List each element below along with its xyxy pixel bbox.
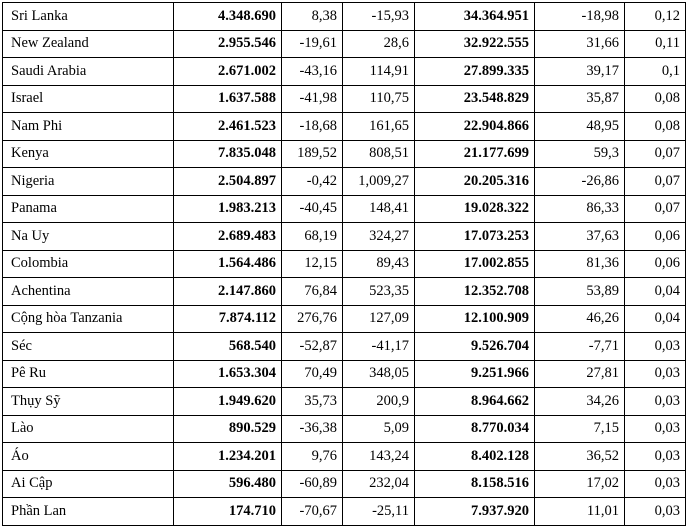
share-cell: 0,07 xyxy=(625,168,686,196)
change-3-cell: 35,87 xyxy=(535,85,625,113)
value-2-cell: 22.904.866 xyxy=(415,113,535,141)
change-3-cell: 39,17 xyxy=(535,58,625,86)
change-2-cell: -25,11 xyxy=(343,498,415,526)
table-row xyxy=(3,195,686,223)
table-row xyxy=(3,223,686,251)
table-row xyxy=(3,388,686,416)
change-3-cell: -18,98 xyxy=(535,3,625,31)
value-1-cell: 1.653.304 xyxy=(174,360,282,388)
change-2-cell: 5,09 xyxy=(343,415,415,443)
country-cell: Thụy Sỹ xyxy=(3,388,174,416)
share-cell: 0,08 xyxy=(625,85,686,113)
change-1-cell: -0,42 xyxy=(282,168,343,196)
change-2-cell: 523,35 xyxy=(343,278,415,306)
value-1-cell: 7.874.112 xyxy=(174,305,282,333)
share-cell: 0,03 xyxy=(625,443,686,471)
share-cell: 0,04 xyxy=(625,278,686,306)
table-row xyxy=(3,360,686,388)
value-1-cell: 2.671.002 xyxy=(174,58,282,86)
country-cell: Saudi Arabia xyxy=(3,58,174,86)
change-3-cell: 53,89 xyxy=(535,278,625,306)
change-1-cell: -60,89 xyxy=(282,470,343,498)
value-1-cell: 1.564.486 xyxy=(174,250,282,278)
country-cell: Ai Cập xyxy=(3,470,174,498)
value-2-cell: 20.205.316 xyxy=(415,168,535,196)
value-2-cell: 8.402.128 xyxy=(415,443,535,471)
value-1-cell: 4.348.690 xyxy=(174,3,282,31)
change-3-cell: 46,26 xyxy=(535,305,625,333)
change-2-cell: 148,41 xyxy=(343,195,415,223)
table-row xyxy=(3,333,686,361)
change-2-cell: 161,65 xyxy=(343,113,415,141)
share-cell: 0,03 xyxy=(625,498,686,526)
country-cell: Kenya xyxy=(3,140,174,168)
country-cell: Colombia xyxy=(3,250,174,278)
table-row xyxy=(3,250,686,278)
change-2-cell: 808,51 xyxy=(343,140,415,168)
table-row xyxy=(3,305,686,333)
share-cell: 0,03 xyxy=(625,415,686,443)
change-3-cell: 17,02 xyxy=(535,470,625,498)
country-cell: New Zealand xyxy=(3,30,174,58)
value-2-cell: 9.526.704 xyxy=(415,333,535,361)
change-3-cell: 11,01 xyxy=(535,498,625,526)
change-2-cell: 28,6 xyxy=(343,30,415,58)
value-2-cell: 17.073.253 xyxy=(415,223,535,251)
value-1-cell: 2.689.483 xyxy=(174,223,282,251)
value-1-cell: 7.835.048 xyxy=(174,140,282,168)
table-row xyxy=(3,85,686,113)
change-1-cell: 276,76 xyxy=(282,305,343,333)
change-2-cell: 1,009,27 xyxy=(343,168,415,196)
change-1-cell: -40,45 xyxy=(282,195,343,223)
change-3-cell: 7,15 xyxy=(535,415,625,443)
country-cell: Nigeria xyxy=(3,168,174,196)
table-body xyxy=(3,3,686,526)
change-3-cell: 81,36 xyxy=(535,250,625,278)
value-1-cell: 596.480 xyxy=(174,470,282,498)
change-2-cell: 200,9 xyxy=(343,388,415,416)
change-2-cell: 114,91 xyxy=(343,58,415,86)
change-3-cell: -26,86 xyxy=(535,168,625,196)
change-2-cell: 232,04 xyxy=(343,470,415,498)
table-row xyxy=(3,113,686,141)
table-row xyxy=(3,58,686,86)
value-2-cell: 32.922.555 xyxy=(415,30,535,58)
change-1-cell: -41,98 xyxy=(282,85,343,113)
value-1-cell: 1.637.588 xyxy=(174,85,282,113)
change-1-cell: -19,61 xyxy=(282,30,343,58)
country-cell: Áo xyxy=(3,443,174,471)
country-cell: Panama xyxy=(3,195,174,223)
change-1-cell: -36,38 xyxy=(282,415,343,443)
change-1-cell: -18,68 xyxy=(282,113,343,141)
table-row xyxy=(3,168,686,196)
change-2-cell: 110,75 xyxy=(343,85,415,113)
share-cell: 0,03 xyxy=(625,470,686,498)
country-cell: Pê Ru xyxy=(3,360,174,388)
country-cell: Achentina xyxy=(3,278,174,306)
change-1-cell: 189,52 xyxy=(282,140,343,168)
value-2-cell: 7.937.920 xyxy=(415,498,535,526)
table-row xyxy=(3,443,686,471)
value-1-cell: 2.955.546 xyxy=(174,30,282,58)
country-cell: Sri Lanka xyxy=(3,3,174,31)
value-1-cell: 174.710 xyxy=(174,498,282,526)
table-row xyxy=(3,30,686,58)
change-3-cell: 36,52 xyxy=(535,443,625,471)
change-1-cell: 12,15 xyxy=(282,250,343,278)
country-cell: Israel xyxy=(3,85,174,113)
table-row xyxy=(3,415,686,443)
change-3-cell: 27,81 xyxy=(535,360,625,388)
change-3-cell: 86,33 xyxy=(535,195,625,223)
table-row xyxy=(3,470,686,498)
value-2-cell: 9.251.966 xyxy=(415,360,535,388)
value-1-cell: 2.461.523 xyxy=(174,113,282,141)
change-1-cell: -52,87 xyxy=(282,333,343,361)
share-cell: 0,07 xyxy=(625,195,686,223)
country-cell: Cộng hòa Tanzania xyxy=(3,305,174,333)
value-2-cell: 21.177.699 xyxy=(415,140,535,168)
value-2-cell: 8.770.034 xyxy=(415,415,535,443)
country-cell: Nam Phi xyxy=(3,113,174,141)
change-1-cell: 76,84 xyxy=(282,278,343,306)
change-1-cell: 70,49 xyxy=(282,360,343,388)
change-2-cell: 127,09 xyxy=(343,305,415,333)
change-2-cell: -15,93 xyxy=(343,3,415,31)
table-row xyxy=(3,3,686,31)
change-3-cell: 37,63 xyxy=(535,223,625,251)
share-cell: 0,12 xyxy=(625,3,686,31)
value-1-cell: 890.529 xyxy=(174,415,282,443)
value-1-cell: 568.540 xyxy=(174,333,282,361)
change-2-cell: 324,27 xyxy=(343,223,415,251)
share-cell: 0,03 xyxy=(625,388,686,416)
change-1-cell: 35,73 xyxy=(282,388,343,416)
country-cell: Lào xyxy=(3,415,174,443)
share-cell: 0,11 xyxy=(625,30,686,58)
value-1-cell: 2.504.897 xyxy=(174,168,282,196)
change-1-cell: 8,38 xyxy=(282,3,343,31)
change-1-cell: -70,67 xyxy=(282,498,343,526)
value-2-cell: 27.899.335 xyxy=(415,58,535,86)
change-3-cell: 31,66 xyxy=(535,30,625,58)
change-3-cell: 59,3 xyxy=(535,140,625,168)
change-3-cell: 34,26 xyxy=(535,388,625,416)
trade-table xyxy=(2,2,686,526)
change-2-cell: 348,05 xyxy=(343,360,415,388)
value-2-cell: 12.100.909 xyxy=(415,305,535,333)
share-cell: 0,1 xyxy=(625,58,686,86)
country-cell: Séc xyxy=(3,333,174,361)
table-row xyxy=(3,498,686,526)
change-2-cell: 89,43 xyxy=(343,250,415,278)
value-2-cell: 12.352.708 xyxy=(415,278,535,306)
share-cell: 0,06 xyxy=(625,223,686,251)
share-cell: 0,07 xyxy=(625,140,686,168)
value-2-cell: 23.548.829 xyxy=(415,85,535,113)
table-row xyxy=(3,140,686,168)
country-cell: Phần Lan xyxy=(3,498,174,526)
change-2-cell: 143,24 xyxy=(343,443,415,471)
share-cell: 0,08 xyxy=(625,113,686,141)
value-1-cell: 1.234.201 xyxy=(174,443,282,471)
share-cell: 0,04 xyxy=(625,305,686,333)
change-1-cell: 68,19 xyxy=(282,223,343,251)
value-2-cell: 34.364.951 xyxy=(415,3,535,31)
value-2-cell: 17.002.855 xyxy=(415,250,535,278)
table-row xyxy=(3,278,686,306)
value-1-cell: 2.147.860 xyxy=(174,278,282,306)
change-1-cell: 9,76 xyxy=(282,443,343,471)
value-1-cell: 1.949.620 xyxy=(174,388,282,416)
share-cell: 0,03 xyxy=(625,333,686,361)
value-2-cell: 8.964.662 xyxy=(415,388,535,416)
change-3-cell: 48,95 xyxy=(535,113,625,141)
change-1-cell: -43,16 xyxy=(282,58,343,86)
share-cell: 0,03 xyxy=(625,360,686,388)
change-2-cell: -41,17 xyxy=(343,333,415,361)
change-3-cell: -7,71 xyxy=(535,333,625,361)
value-2-cell: 8.158.516 xyxy=(415,470,535,498)
value-1-cell: 1.983.213 xyxy=(174,195,282,223)
country-cell: Na Uy xyxy=(3,223,174,251)
share-cell: 0,06 xyxy=(625,250,686,278)
value-2-cell: 19.028.322 xyxy=(415,195,535,223)
